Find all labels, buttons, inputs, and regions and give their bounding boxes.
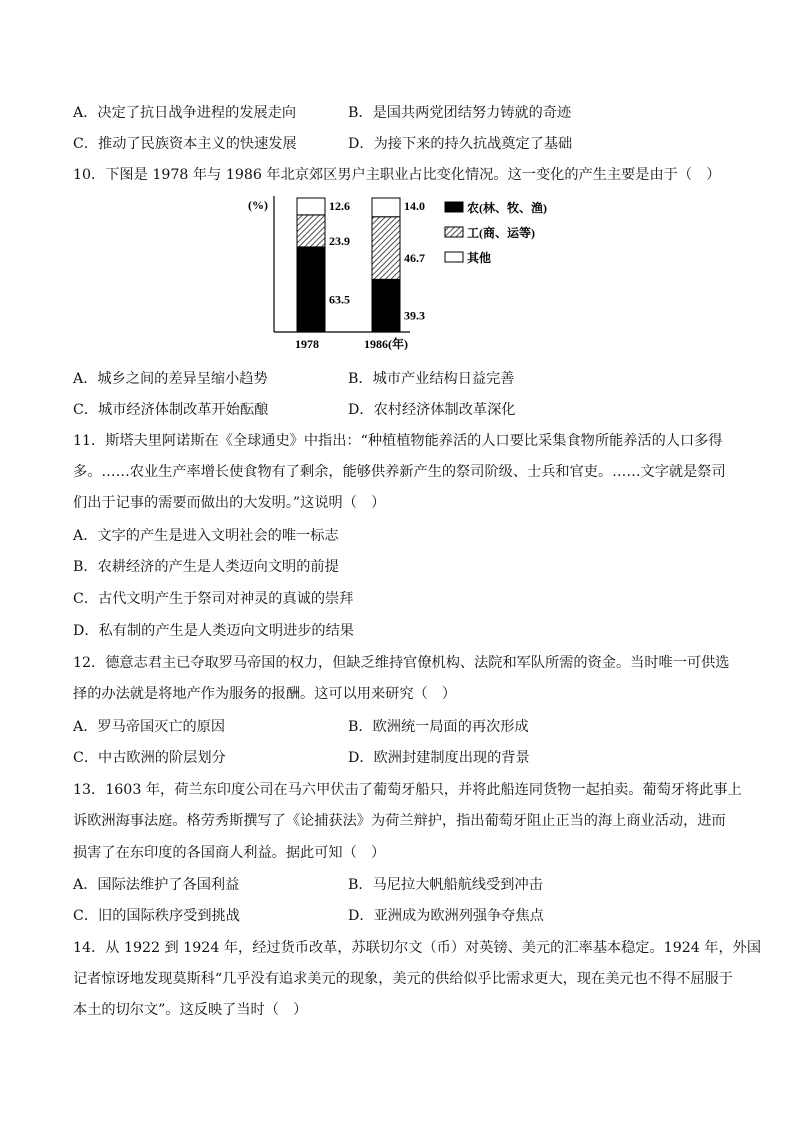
legend-swatch <box>445 252 463 262</box>
q11-stem-line-3: 们出于记事的需要而做出的大发明。”这说明（ ） <box>73 495 386 511</box>
q11-option-b: B．农耕经济的产生是人类迈向文明的前提 <box>73 559 339 575</box>
bar-segment <box>372 279 400 332</box>
x-tick-label: 1986(年) <box>364 337 408 351</box>
q13-option-a: A．国际法维护了各国利益 <box>73 877 240 893</box>
legend-label: 其他 <box>467 251 492 265</box>
q13-option-c: C．旧的国际秩序受到挑战 <box>73 908 240 924</box>
q13-stem-line-1: 13．1603 年，荷兰东印度公司在马六甲伏击了葡萄牙船只，并将此船连同货物一起拍卖。葡萄牙将此事上 <box>73 782 742 798</box>
q12-stem-line-1: 12．德意志君主已夺取罗马帝国的权力，但缺乏维持官僚机构、法院和军队所需的资金。当时唯一可供选 <box>73 655 730 671</box>
q12-stem-line-2: 择的办法就是将地产作为服务的报酬。这可以用来研究（ ） <box>73 686 457 702</box>
q9-option-b: B．是国共两党团结努力铸就的奇迹 <box>348 105 572 121</box>
occupation-stacked-bar-chart <box>240 192 560 352</box>
legend-label: 工(商、运等) <box>467 226 535 240</box>
legend-swatch <box>445 202 463 212</box>
q12-option-a: A．罗马帝国灭亡的原因 <box>73 719 226 735</box>
q10-option-c: C．城市经济体制改革开始酝酿 <box>73 402 269 418</box>
data-label: 14.0 <box>404 199 425 213</box>
bar-segment <box>372 198 400 217</box>
y-axis-label: (%) <box>248 198 268 212</box>
bar-segment <box>297 198 325 215</box>
q10-option-a: A．城乡之间的差异呈缩小趋势 <box>73 371 268 387</box>
bar-segment <box>372 217 400 280</box>
q9-option-d: D．为接下来的持久抗战奠定了基础 <box>348 136 573 152</box>
q13-option-b: B．马尼拉大帆船航线受到冲击 <box>348 877 543 893</box>
q12-option-b: B．欧洲统一局面的再次形成 <box>348 719 529 735</box>
q13-stem-line-2: 诉欧洲海事法庭。格劳秀斯撰写了《论捕获法》为荷兰辩护，指出葡萄牙阻止正当的海上商业活动，进而 <box>73 813 726 829</box>
q13-stem-line-3: 损害了在东印度的各国商人利益。据此可知（ ） <box>73 845 386 861</box>
data-label: 63.5 <box>329 292 350 307</box>
q13-option-d: D．亚洲成为欧洲列强争夺焦点 <box>348 908 544 924</box>
q10-option-b: B．城市产业结构日益完善 <box>348 371 515 387</box>
q11-option-c: C．古代文明产生于祭司对神灵的真诚的崇拜 <box>73 591 354 607</box>
bar-segment <box>297 215 325 247</box>
data-label: 46.7 <box>404 251 425 266</box>
data-label: 23.9 <box>329 233 350 248</box>
q10-stem: 10．下图是 1978 年与 1986 年北京郊区男户主职业占比变化情况。这一变化的产生主要是由于（ ） <box>73 167 721 183</box>
data-label: 39.3 <box>404 308 425 323</box>
q14-stem-line-3: 本土的切尔文”。这反映了当时（ ） <box>73 1002 308 1018</box>
q11-option-d: D．私有制的产生是人类迈向文明进步的结果 <box>73 623 354 639</box>
q9-option-c: C．推动了民族资本主义的快速发展 <box>73 136 297 152</box>
legend-label: 农(林、牧、渔) <box>467 201 547 215</box>
q11-option-a: A．文字的产生是进入文明社会的唯一标志 <box>73 528 339 544</box>
q14-stem-line-1: 14．从 1922 到 1924 年，经过货币改革，苏联切尔文（币）对英镑、美元的汇率基本稳定。1924 年，外国 <box>73 940 762 956</box>
q9-option-a: A．决定了抗日战争进程的发展走向 <box>73 105 297 121</box>
q12-option-c: C．中古欧洲的阶层划分 <box>73 750 226 766</box>
q10-option-d: D．农村经济体制改革深化 <box>348 402 516 418</box>
q14-stem-line-2: 记者惊讶地发现莫斯科“几乎没有追求美元的现象，美元的供给似乎比需求更大，现在美元也不得不屈服于 <box>73 971 733 987</box>
q11-stem-line-1: 11．斯塔夫里阿诺斯在《全球通史》中指出：“种植植物能养活的人口要比采集食物所能养活的人口多得 <box>73 433 723 449</box>
q12-option-d: D．欧洲封建制度出现的背景 <box>348 750 530 766</box>
legend-swatch <box>445 227 463 237</box>
q11-stem-line-2: 多。……农业生产率增长使食物有了剩余，能够供养新产生的祭司阶级、士兵和官吏。……文字就是祭司 <box>73 464 726 480</box>
data-label: 12.6 <box>329 199 350 213</box>
bar-segment <box>297 247 325 332</box>
x-tick-label: 1978 <box>295 337 319 351</box>
